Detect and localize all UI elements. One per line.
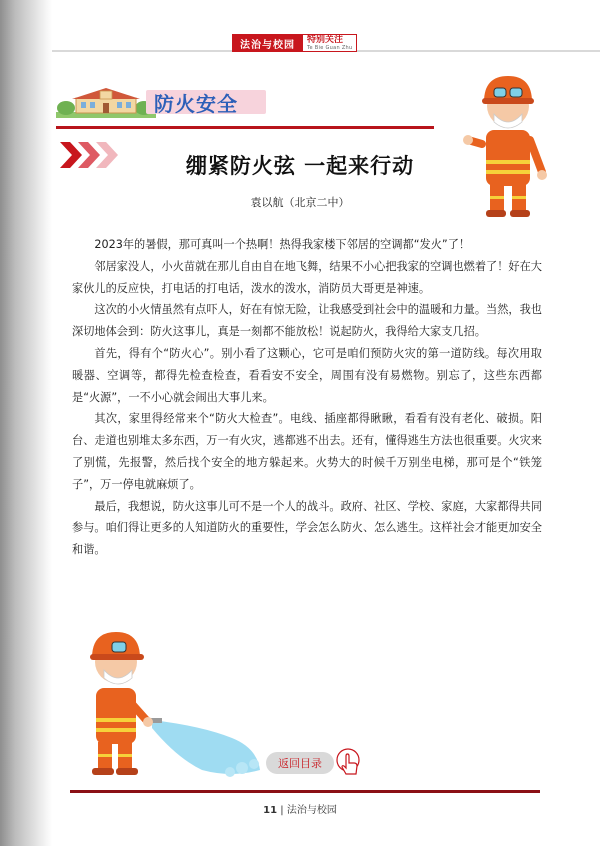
column-label	[303, 34, 357, 52]
footer-rule	[70, 790, 540, 793]
section-rule	[56, 126, 434, 129]
chevron-right-icon	[60, 142, 130, 168]
column-name: 特别关注	[307, 35, 344, 45]
page-number: 11	[263, 805, 278, 816]
firefighter-illustration	[462, 72, 554, 222]
column-pinyin: Te Bie Guan Zhu	[307, 45, 353, 51]
footer-magazine-name: 法治与校园	[286, 805, 337, 816]
article-title: 绷紧防火弦 一起来行动	[185, 154, 415, 178]
article-paragraph: 首先，得有个“防火心”。别小看了这颗心，它可是咱们预防火灾的第一道防线。每次用取暖器、空调等，都得先检查检查，看看安不安全，周围有没有易燃物。别忘了，这些东西都是“火源”，一不小心就会闹出大事儿来。	[72, 346, 542, 404]
back-to-contents-button[interactable]: 返回目录	[266, 752, 334, 774]
section-title: 防火安全	[154, 92, 238, 116]
firefighter-illustration	[82, 628, 282, 784]
section-banner	[56, 86, 266, 120]
article-paragraph: 最后，我想说，防火这事儿可不是一个人的战斗。政府、社区、学校、家庭，大家都得共同参与。咱们得让更多的人知道防火的重要性，学会怎么防火、怎么逃生。这样社会才能更加安全和谐。	[72, 499, 542, 557]
building-illustration	[56, 86, 156, 120]
article-body	[72, 234, 542, 561]
footer-separator: |	[280, 805, 284, 816]
article-paragraph: 2023年的暑假，那可真叫一个热啊！热得我家楼下邻居的空调都“发火”了！	[94, 238, 471, 251]
book-spine-shadow	[0, 0, 52, 846]
header-column-tag	[232, 34, 357, 52]
footer	[150, 801, 450, 816]
article-author: 袁以航（北京二中）	[250, 196, 350, 209]
hand-pointer-icon[interactable]	[336, 748, 362, 780]
article-paragraph: 这次的小火情虽然有点吓人，好在有惊无险，让我感受到社会中的温暖和力量。当然，我也深切地体会到：防火这事儿，真是一刻都不能放松！说起防火，我得给大家支几招。	[72, 303, 542, 339]
magazine-name: 法治与校园	[232, 34, 303, 52]
article-paragraph: 其次，家里得经常来个“防火大检查”。电线、插座都得瞅瞅，看看有没有老化、破损。阳台、走道也别堆太多东西，万一有火灾，逃都逃不出去。还有，懂得逃生方法也很重要。火灾来了别慌，先报警，然后找个安全的地方躲起来。火势大的时候千万别坐电梯，那可是个“铁笼子”，万一停电就麻烦了。	[72, 412, 542, 491]
article-paragraph: 邻居家没人，小火苗就在那儿自由自在地飞舞，结果不小心把我家的空调也燃着了！好在大家伙儿的反应快，打电话的打电话，泼水的泼水，消防员大哥更是神速。	[72, 259, 542, 295]
